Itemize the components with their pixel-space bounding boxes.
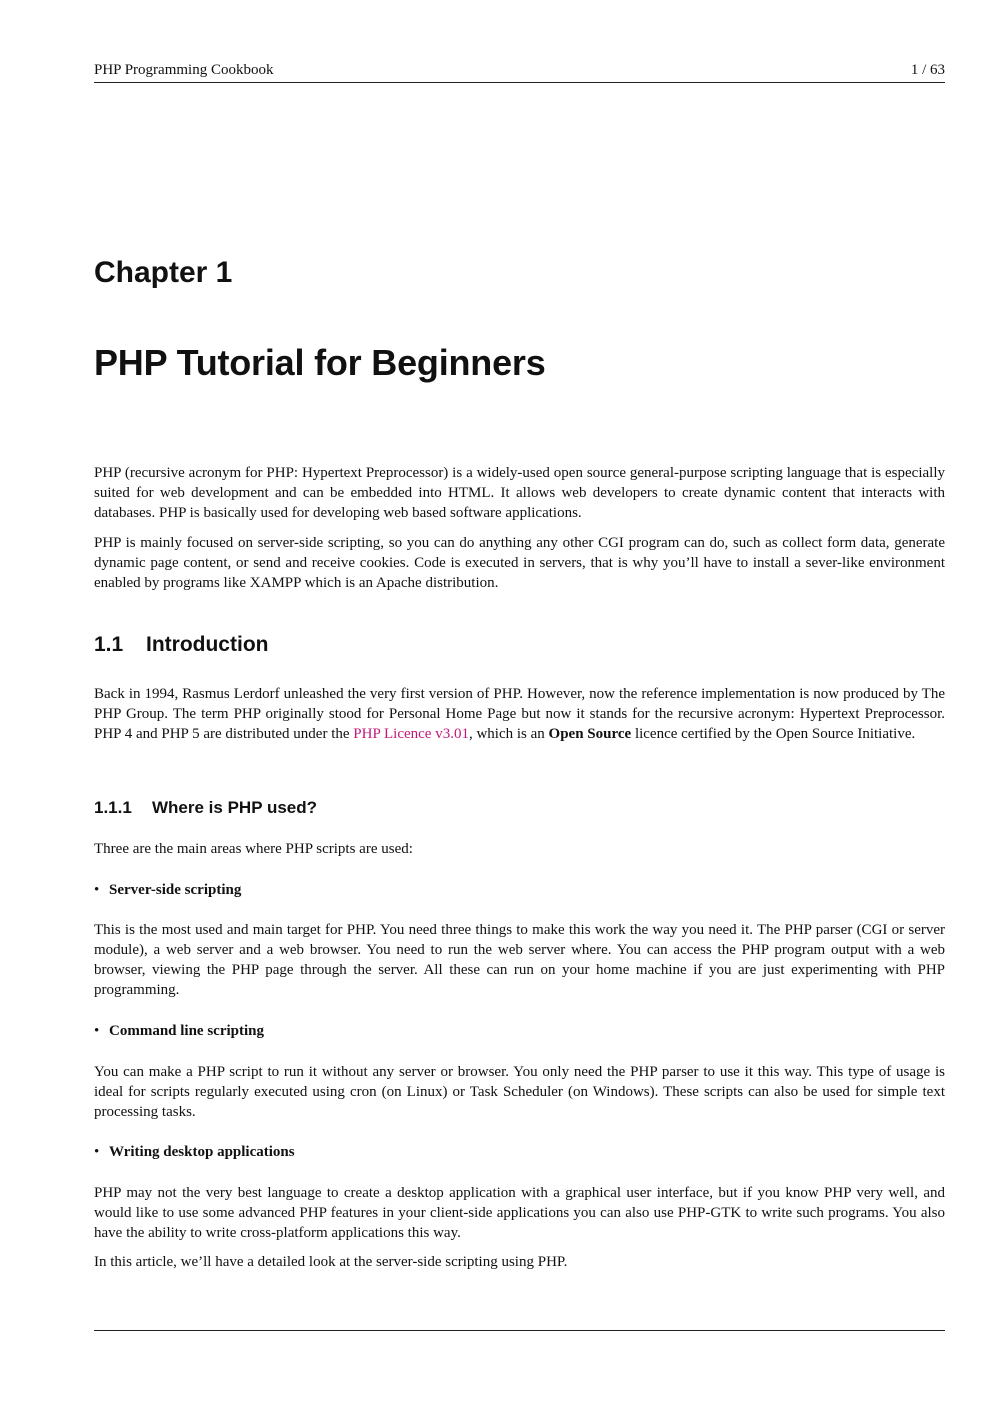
book-title: PHP Programming Cookbook [94,62,274,78]
open-source-emphasis: Open Source [548,726,632,742]
subsection-number: 1.1.1 [94,798,132,817]
intro-paragraph-2: PHP is mainly focused on server-side scripting, so you can do anything any other CGI program can do, such as collect form data, generate dynamic page content, or send and receive cookies. Code is executed in servers, that is why you’ll have to install a sever-like environment enabled by programs like XAMPP which is an Apache distribution. [94,535,945,591]
desktop-applications-description: PHP may not the very best language to create a desktop application with a graphical user interface, but if you know PHP very well, and would like to use some advanced PHP features in your client-side applications you can also use PHP-GTK to write such programs. You also have the ability to write cross-platform applications this way. [94,1185,945,1241]
introduction-paragraph [94,684,945,744]
section-number: 1.1 [94,633,124,656]
subsection-heading-where-used [94,796,317,820]
section-heading-introduction [94,630,268,660]
server-side-description: This is the most used and main target for PHP. You need three things to make this work the way you need it. The PHP parser (CGI or server module), a web server and a web browser. You need to run the web server where. You can access the PHP program output with a web browser, viewing the PHP page through the server. All these can run on your home machine if you are just experimenting with PHP programming. [94,922,945,998]
running-header [94,58,945,83]
subsection-title: Where is PHP used? [152,798,318,817]
introduction-text-end: licence certified by the Open Source Initiative. [631,726,916,742]
bullet-writing-desktop-applications [94,1142,295,1162]
closing-paragraph: In this article, we’ll have a detailed look at the server-side scripting using PHP. [94,1254,568,1270]
introduction-text-middle: , which is an [468,726,549,742]
intro-paragraph-1: PHP (recursive acronym for PHP: Hypertext Preprocessor) is a widely-used open source general-purpose scripting language that is especially suited for web development and can be embedded into HTML. It allows web developers to create dynamic content that interacts with databases. PHP is basically used for developing web based software applications. [94,465,945,521]
bullet-server-side-scripting [94,880,241,900]
usage-lead-paragraph: Three are the main areas where PHP scripts are used: [94,841,413,857]
bullet-title: Writing desktop applications [109,1144,295,1160]
bullet-title: Command line scripting [109,1023,265,1039]
php-licence-link[interactable]: PHP Licence v3.01 [353,726,469,742]
chapter-label: Chapter 1 [94,256,233,289]
section-title: Introduction [146,633,269,656]
page-number: 1 / 63 [910,62,945,78]
bullet-title: Server-side scripting [109,882,242,898]
bullet-icon: • [94,882,100,898]
document-page [94,0,945,1403]
bullet-icon: • [94,1023,100,1039]
command-line-description: You can make a PHP script to run it without any server or browser. You only need the PHP parser to use it this way. This type of usage is ideal for scripts regularly executed using cron (on Linux) or Task Scheduler (on Windows). These scripts can also be used for simple text processing tasks. [94,1064,945,1120]
bullet-icon: • [94,1144,100,1160]
bullet-command-line-scripting [94,1021,264,1041]
footer-rule [94,1330,945,1331]
introduction-text-start: Back in 1994, Rasmus Lerdorf unleashed the very first version of PHP. However, now the reference implementation is now produced by The PHP Group. The term PHP originally stood for Personal Home Page but now it stands for the recursive acronym: Hypertext Preprocessor. PHP 4 and PHP 5 are distributed under the [94,686,945,742]
chapter-title: PHP Tutorial for Beginners [94,342,546,383]
